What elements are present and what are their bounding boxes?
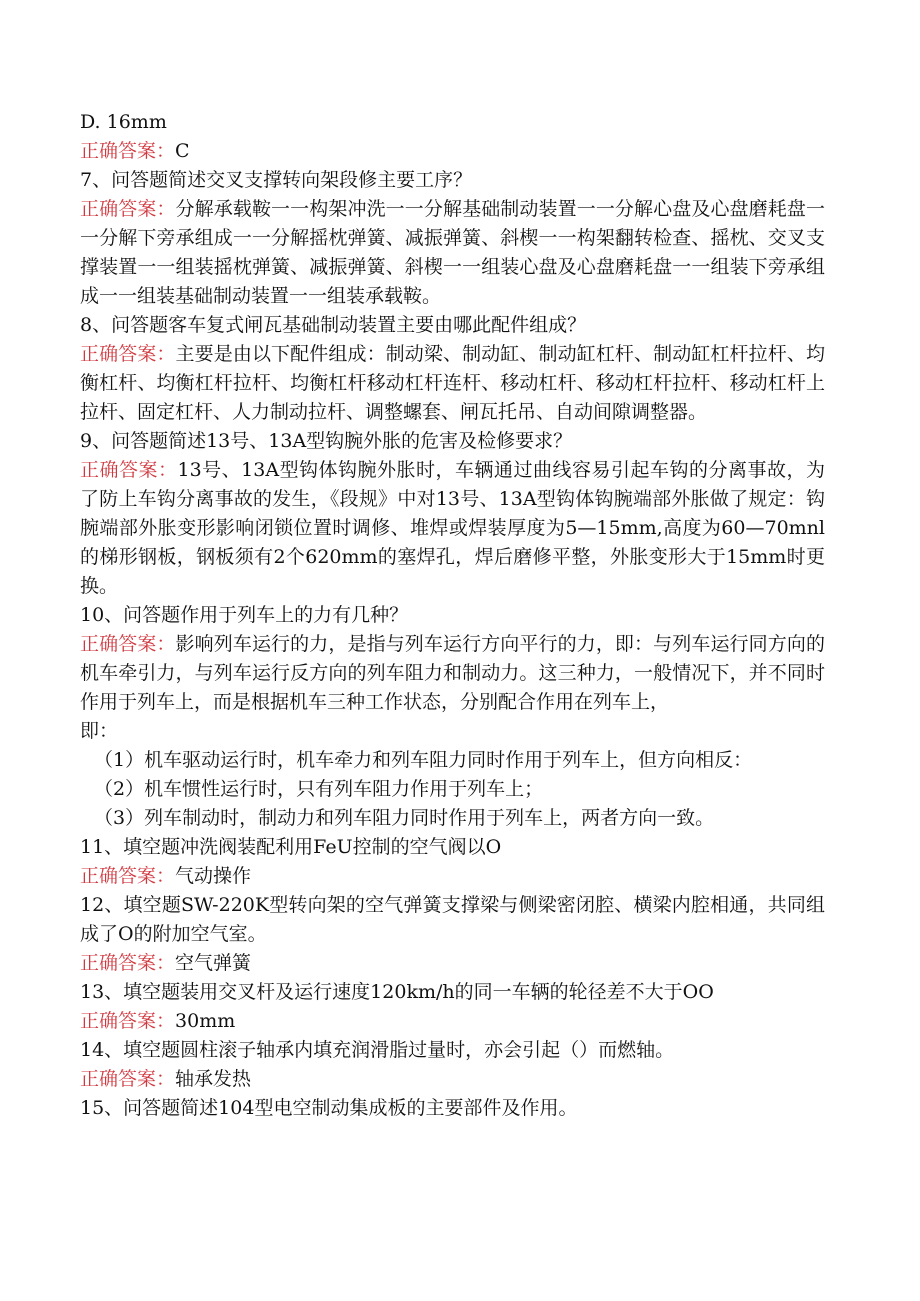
answer-text: 13号、13A型钩体钩腕外胀时，车辆通过曲线容易引起车钩的分离事故，为了防上车钩分离事故的发生，《段规》中对13号、13A型钩体钩腕端部外胀做了规定：钩腕端部外胀变形影响闭锁位置时调修、堆焊或焊装厚度为5—15mm,高度为60—70mnl的梯形钢板，钢板须有2个620mm的塞焊孔，焊后磨修平整，外胀变形大于15mm时更换。 xyxy=(80,459,825,597)
answer-label: 正确答案： xyxy=(80,343,176,365)
answer-text: 气动操作 xyxy=(175,865,252,887)
answer-q13 xyxy=(80,1007,825,1036)
question-12: 12、填空题SW-220K型转向架的空气弹簧支撑梁与侧梁密闭腔、横梁内腔相通，共同组成了O的附加空气室。 xyxy=(80,894,825,945)
answer-text: 轴承发热 xyxy=(175,1068,252,1090)
question-9: 9、问答题简述13号、13A型钩腕外胀的危害及检修要求？ xyxy=(80,430,573,452)
answer-label: 正确答案： xyxy=(80,865,176,887)
option-d: D. 16mm xyxy=(80,111,167,133)
answer-text: 影响列车运行的力，是指与列车运行方向平行的力，即：与列车运行同方向的机车牵引力，与列车运行反方向的列车阻力和制动力。这三种力，一般情况下，并不同时作用于列车上，而是根据机车三种工作状态，分别配合作用在列车上， xyxy=(80,633,825,713)
question-8: 8、问答题客车复式闸瓦基础制动装置主要由哪此配件组成？ xyxy=(80,314,587,336)
answer-label: 正确答案： xyxy=(80,633,176,655)
document-page xyxy=(80,108,825,1123)
answer-label: 正确答案： xyxy=(80,1068,176,1090)
answer-q10-item-3: （3）列车制动时，制动力和列车阻力同时作用于列车上，两者方向一致。 xyxy=(94,807,715,829)
answer-q10-item-1: （1）机车驱动运行时，机车牵力和列车阻力同时作用于列车上，但方向相反： xyxy=(94,749,753,771)
answer-label: 正确答案： xyxy=(80,952,176,974)
answer-label: 正确答案： xyxy=(80,459,178,481)
answer-q11 xyxy=(80,862,825,891)
question-14: 14、填空题圆柱滚子轴承内填充润滑脂过量时，亦会引起（）而燃轴。 xyxy=(80,1039,675,1061)
answer-text: 主要是由以下配件组成：制动梁、制动缸、制动缸杠杆、制动缸杠杆拉杆、均衡杠杆、均衡杠杆拉杆、均衡杠杆移动杠杆连杆、移动杠杆、移动杠杆拉杆、移动杠杆上拉杆、固定杠杆、人力制动拉杆、调整螺套、闸瓦托吊、自动间隙调整器。 xyxy=(80,343,825,423)
question-11: 11、填空题冲洗阀装配利用FeU控制的空气阀以O xyxy=(80,836,502,858)
answer-text: C xyxy=(175,140,190,162)
answer-q12 xyxy=(80,949,825,978)
answer-q10-item-2: （2）机车惯性运行时，只有列车阻力作用于列车上； xyxy=(94,778,544,800)
answer-q10 xyxy=(80,630,825,717)
answer-label: 正确答案： xyxy=(80,198,176,220)
question-13: 13、填空题装用交叉杆及运行速度120km/h的同一车辆的轮径差不大于OO xyxy=(80,981,714,1003)
answer-q10-lead: 即： xyxy=(80,720,119,742)
answer-q14 xyxy=(80,1065,825,1094)
answer-text: 空气弹簧 xyxy=(175,952,252,974)
answer-text: 分解承载鞍一一构架冲洗一一分解基础制动装置一一分解心盘及心盘磨耗盘一一分解下旁承组成一一分解摇枕弹簧、减振弹簧、斜楔一一构架翻转检查、摇枕、交叉支撑装置一一组装摇枕弹簧、减振弹簧、斜楔一一组装心盘及心盘磨耗盘一一组装下旁承组成一一组装基础制动装置一一组装承载鞍。 xyxy=(80,198,825,307)
answer-q8 xyxy=(80,340,825,427)
answer-q6 xyxy=(80,137,825,166)
question-15: 15、问答题简述104型电空制动集成板的主要部件及作用。 xyxy=(80,1097,578,1119)
answer-label: 正确答案： xyxy=(80,1010,176,1032)
answer-q7 xyxy=(80,195,825,311)
answer-q9 xyxy=(80,456,825,601)
question-7: 7、问答题简述交叉支撑转向架段修主要工序？ xyxy=(80,169,473,191)
answer-text: 30mm xyxy=(175,1010,236,1032)
answer-label: 正确答案： xyxy=(80,140,176,162)
question-10: 10、问答题作用于列车上的力有几种？ xyxy=(80,604,409,626)
